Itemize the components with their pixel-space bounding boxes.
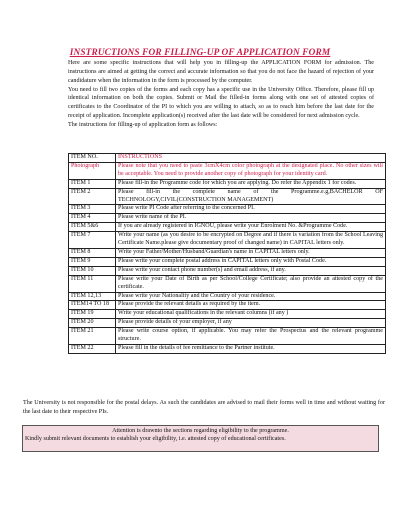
notice-line-1: Attention is drawnto the sections regarding eligibility to the programme. [112,428,289,434]
item-number-cell: ITEM 20 [69,319,116,328]
item-number-cell: ITEM 11 [69,275,116,292]
instruction-cell: Please write your complete postal address in CAPITAL letters only with Postal Code. [116,257,386,266]
page-title: INSTRUCTIONS FOR FILLING-UP OF APPLICATION FORM [69,48,331,58]
instruction-cell: Please write course option, if applicable. You may refer the Prospectus and the relevant programme structure. [116,328,386,345]
instruction-cell: Please provide the relevant details as required by the item. [116,301,386,310]
instruction-cell: Write your educational qualifications in the relevant columns (if any ) [116,310,386,319]
instruction-cell: Please write your Date of Birth as per School/College Certificate; also provide an attested copy of the certificate. [116,275,386,292]
table-row [69,232,386,249]
item-number-cell: ITEM 7 [69,232,116,249]
item-number-cell: ITEM 5&6 [69,223,116,232]
item-number-cell: ITEM 19 [69,310,116,319]
table-header-row [69,154,386,163]
table-row [69,214,386,223]
item-number-cell: ITEM 21 [69,328,116,345]
table-row [69,179,386,188]
postal-delay-note: The University is not responsible for the postal delays. As such the candidates are advised to mail their forms well in time and without waiting for the last date to their respective PIs. [23,400,385,415]
table-row [69,205,386,214]
instructions-table [68,153,386,354]
instruction-cell: Please fill in the details of fee remittance to the Partner institute. [116,344,386,353]
table-row [69,275,386,292]
item-number-cell: ITEM 4 [69,214,116,223]
table-row [69,328,386,345]
instruction-cell: Please note that you need to paste 3cmX4cm color photograph at the designated place. No other sizes will be acceptable. You need to provide another copy of photograph for your identity card. [116,162,386,179]
item-number-cell: Photograph [69,162,116,179]
header-item-no: ITEM NO. [69,154,116,163]
item-number-cell: ITEM 9 [69,257,116,266]
instruction-cell: Please fill-in the complete name of the Programme.e.g,BACHELOR OF TECHNOLOGY,CIVIL(CONSTRUCTION MANAGEMENT) [116,188,386,205]
instruction-cell: If you are already registered in IGNOU, please write your Enrolment No. &Programme Code. [116,223,386,232]
instruction-cell: Please write your Nationality and the Country of your residence. [116,292,386,301]
item-number-cell: ITEM14 TO 18 [69,301,116,310]
table-row [69,301,386,310]
table-row [69,319,386,328]
table-row [69,292,386,301]
intro-paragraph-3: The instructions for filling-up of application form as follows: [68,121,218,128]
intro-paragraph-2: You need to fill two copies of the forms and each copy has a specific use in the University Office. Therefore, please fill up identical information on both the copies. Submit or Mail the filled-in forms along with one set of attested copies of certificates to the Coordinator of the PI to which you are willing to attach, so as to reach him before the last date for the receipt of application. Incomplete application(s) received after the last date will be considered for next admission cycle. [68,86,374,120]
eligibility-notice-box [22,425,379,452]
item-number-cell: ITEM 12,13 [69,292,116,301]
intro-paragraph-1: Here are some specific instructions that will help you in filling-up the APPLICATION FORM for admission. The instructions are aimed at getting the correct and accurate information so that you do not face the hazard of rejection of your candidature when the information in the form is processed by the computer. [68,60,374,84]
table-row [69,310,386,319]
item-number-cell: ITEM 3 [69,205,116,214]
table-row [69,188,386,205]
table-row [69,266,386,275]
instruction-cell: Please fill-in the Programme code for which you are applying. Do refer the Appendix 1 for codes. [116,179,386,188]
table-row [69,248,386,257]
instruction-cell: Write your Father/Mother/Husband/Guardian's name in CAPITAL letters only. [116,248,386,257]
notice-line-2: Kindly submit relevant documents to establish your eligibility, i.e. attested copy of educational certificates. [25,436,286,443]
instruction-cell: Write your name (as you desire to be encrypted on Degree and if there is variation from the School Leaving Certificate Name.please give documentary proof of changed name) in CAPITAL letters only. [116,232,386,249]
header-instructions: INSTRUCTIONS [116,154,386,163]
table-row [69,162,386,179]
instruction-cell: Please write name of the PI. [116,214,386,223]
instruction-cell: Please provide details of your employer, if any [116,319,386,328]
table-row [69,223,386,232]
table-row [69,257,386,266]
intro-section [68,59,374,130]
item-number-cell: ITEM 10 [69,266,116,275]
table-row [69,344,386,353]
item-number-cell: ITEM 1 [69,179,116,188]
instruction-cell: Please write your contact phone number(s) and email address, if any. [116,266,386,275]
item-number-cell: ITEM 2 [69,188,116,205]
item-number-cell: ITEM 8 [69,248,116,257]
item-number-cell: ITEM 22 [69,344,116,353]
instruction-cell: Please write PI Code after referring to the concerned PI. [116,205,386,214]
